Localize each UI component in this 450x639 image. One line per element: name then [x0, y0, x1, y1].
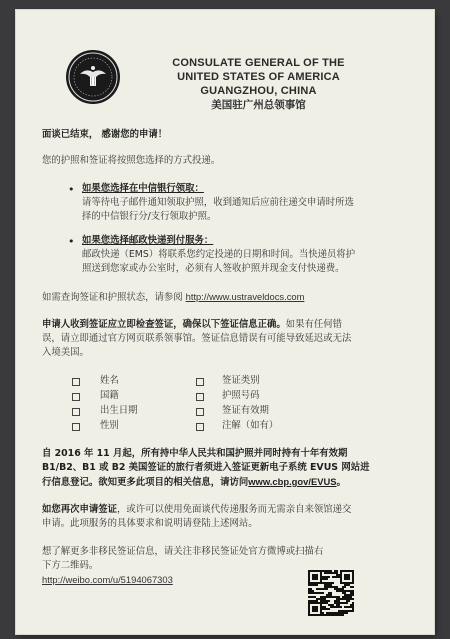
checklist-item-nationality: 国籍	[100, 390, 119, 401]
check-line-3: 入境美国。	[42, 347, 89, 358]
header-line-3: GUANGZHOU, CHINA	[200, 85, 317, 97]
checklist-item-validity: 签证有效期	[222, 405, 269, 416]
option-ems-title: 如果您选择邮政快递到付服务：	[82, 235, 214, 246]
weibo-link[interactable]: http://weibo.com/u/5194067303	[42, 574, 173, 585]
evus-line-3-text: 行信息登记。欲知更多此项目的相关信息，请访问	[42, 477, 249, 488]
checkbox-icon	[196, 378, 204, 386]
check-line-1	[42, 318, 342, 332]
bullet-icon: •	[68, 235, 75, 248]
option-ems-line: 照送到您家或办公室时，必须有人签收护照并现金支付快递费。	[82, 263, 345, 274]
option-bank-line: 择的中信银行分/支行领取护照。	[82, 211, 217, 222]
header-line-2: UNITED STATES OF AMERICA	[177, 71, 340, 83]
cbp-evus-link[interactable]: www.cbp.gov/EVUS	[248, 476, 337, 487]
option-bank-line: 请等待电子邮件通知领取护照，收到通知后应前往递交申请时所选	[82, 197, 354, 208]
consulate-notice-card	[16, 10, 434, 634]
renew-line-2: 申请。此项服务的具体要求和说明请登陆上述网站。	[42, 518, 258, 529]
option-ems-line: 邮政快递（EMS）将联系您约定投递的日期和时间。当快递员将护	[82, 249, 356, 260]
weibo-line-2: 下方二维码。	[42, 560, 99, 571]
check-line-2: 误，请立即通过官方网页联系领事馆。签证信息错误有可能导致延迟或无法	[42, 333, 352, 344]
renew-line-1	[42, 503, 351, 517]
checklist-item-name: 姓名	[100, 375, 119, 386]
checklist-item-annotation: 注解（如有）	[222, 420, 279, 431]
consulate-seal-icon	[66, 50, 120, 104]
checklist-item-dob: 出生日期	[100, 405, 138, 416]
evus-line-1: 自 2016 年 11 月起，所有持中华人民共和国护照并同时持有十年有效期	[42, 448, 348, 459]
checkbox-icon	[72, 408, 80, 416]
evus-line-3-end: 。	[336, 477, 346, 488]
weibo-qr-code-icon	[308, 570, 354, 616]
evus-line-3	[42, 475, 346, 490]
header-line-1: CONSULATE GENERAL OF THE	[172, 57, 345, 69]
ustraveldocs-link[interactable]: http://www.ustraveldocs.com	[185, 291, 305, 302]
checkbox-icon	[72, 378, 80, 386]
checkbox-icon	[72, 393, 80, 401]
evus-line-2: B1/B2、B1 或 B2 美国签证的旅行者须进入签证更新电子系统 EVUS 网站进	[42, 462, 370, 473]
checklist-item-visa-type: 签证类别	[222, 375, 260, 386]
status-line	[42, 290, 304, 305]
thanks-text: 面谈已结束， 感谢您的申请！	[42, 129, 168, 140]
checklist-item-gender: 性别	[100, 420, 119, 431]
status-prefix: 如需查询签证和护照状态，请参阅	[42, 292, 183, 303]
header-chinese: 美国驻广州总领事馆	[211, 99, 306, 111]
weibo-line-1: 想了解更多非移民签证信息，请关注非移民签证处官方微博或扫描右	[42, 546, 324, 557]
renew-rest-text: ，或许可以使用免面谈代传递服务而无需亲自来领馆递交	[117, 504, 352, 515]
option-bank-title: 如果您选择在中信银行领取：	[82, 183, 204, 194]
checkbox-icon	[196, 408, 204, 416]
check-bold-text: 申请人收到签证应立即检查签证，确保以下签证信息正确。	[42, 319, 286, 330]
checkbox-icon	[196, 393, 204, 401]
renew-bold-text: 如您再次申请签证	[42, 504, 118, 515]
bullet-icon: •	[68, 183, 75, 196]
checkbox-icon	[72, 423, 80, 431]
checklist-item-passport-number: 护照号码	[222, 390, 260, 401]
checkbox-icon	[196, 423, 204, 431]
check-rest-text: 如果有任何错	[285, 319, 343, 330]
delivery-text: 您的护照和签证将按照您选择的方式投递。	[42, 155, 221, 166]
consulate-header	[141, 56, 376, 112]
